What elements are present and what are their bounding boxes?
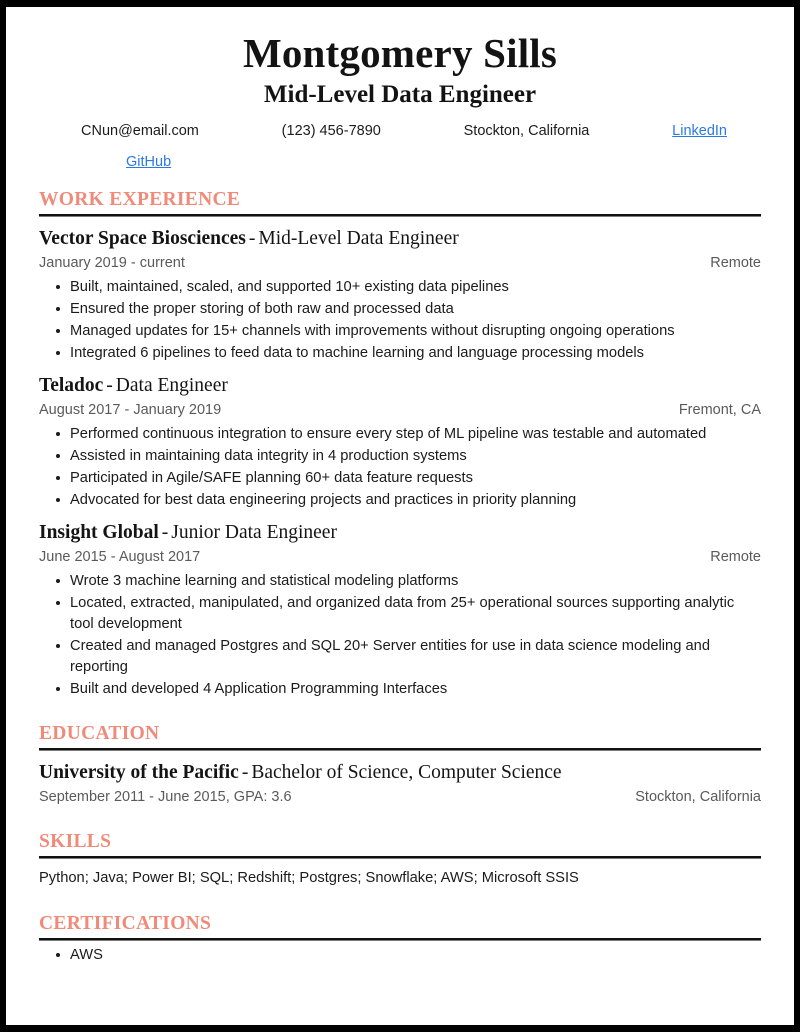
- bullet-item: Performed continuous integration to ensure every step of ML pipeline was testable and automated: [39, 424, 761, 445]
- section-divider-certifications: [39, 938, 761, 941]
- work-entry-meta: [39, 547, 761, 567]
- section-work-experience: [39, 188, 761, 700]
- resume-header: [39, 29, 761, 172]
- bullet-item: Participated in Agile/SAFE planning 60+ data feature requests: [39, 468, 761, 489]
- work-entry-separator: -: [248, 228, 256, 249]
- bullet-item: Wrote 3 machine learning and statistical modeling platforms: [39, 571, 761, 592]
- education-entry-dates: September 2011 - June 2015, GPA: 3.6: [39, 789, 292, 805]
- bullet-item: Located, extracted, manipulated, and organized data from 25+ operational sources supporting analytic tool development: [39, 593, 761, 635]
- work-entry: [39, 520, 761, 700]
- work-entry-meta: [39, 253, 761, 273]
- work-entry-dates: January 2019 - current: [39, 255, 185, 271]
- resume-page: [6, 7, 794, 1025]
- bullet-item: Managed updates for 15+ channels with improvements without disrupting ongoing operations: [39, 321, 761, 342]
- bullet-item: Built and developed 4 Application Programming Interfaces: [39, 679, 761, 700]
- work-entry: [39, 226, 761, 364]
- education-entry-school: University of the Pacific: [39, 762, 239, 783]
- work-entry-organization: Vector Space Biosciences: [39, 228, 246, 249]
- contact-github-link[interactable]: GitHub: [126, 154, 172, 170]
- section-divider-education: [39, 748, 761, 751]
- work-entry-bullets: [39, 571, 761, 700]
- bullet-item: Integrated 6 pipelines to feed data to machine learning and language processing models: [39, 343, 761, 364]
- work-entry-separator: -: [161, 522, 169, 543]
- section-divider-work: [39, 214, 761, 217]
- work-entry-separator: -: [106, 375, 113, 396]
- section-education: [39, 722, 761, 807]
- bullet-item: Advocated for best data engineering projects and practices in priority planning: [39, 490, 761, 511]
- education-entry-degree: Bachelor of Science, Computer Science: [251, 762, 562, 783]
- bullet-item: Built, maintained, scaled, and supported 10+ existing data pipelines: [39, 277, 761, 298]
- work-entry-role: Data Engineer: [115, 375, 228, 396]
- work-entry-role: Mid-Level Data Engineer: [258, 228, 459, 249]
- work-entry-dates: August 2017 - January 2019: [39, 402, 222, 418]
- work-entry-heading: [39, 520, 761, 545]
- work-entry-meta: [39, 400, 761, 420]
- work-entry-organization: Teladoc: [39, 375, 104, 396]
- candidate-headline: Mid-Level Data Engineer: [263, 81, 537, 108]
- section-certifications: [39, 912, 761, 966]
- section-divider-skills: [39, 856, 761, 859]
- work-entry-role: Junior Data Engineer: [171, 522, 337, 543]
- bullet-item: Created and managed Postgres and SQL 20+ Server entities for use in data science modeling and reporting: [39, 636, 761, 678]
- resume-content: [6, 7, 794, 966]
- section-skills: [39, 830, 761, 889]
- bullet-item: Ensured the proper storing of both raw and processed data: [39, 299, 761, 320]
- education-entry-separator: -: [241, 762, 249, 783]
- education-entry-location: Stockton, California: [635, 789, 761, 805]
- contact-linkedin-link[interactable]: LinkedIn: [672, 123, 727, 139]
- certifications-list: [39, 945, 761, 966]
- work-entry-location: Remote: [710, 549, 761, 565]
- section-title-work: WORK EXPERIENCE: [39, 189, 241, 210]
- work-entry-dates: June 2015 - August 2017: [39, 549, 201, 565]
- bullet-item: AWS: [39, 945, 761, 966]
- candidate-name: Montgomery Sills: [242, 30, 558, 76]
- work-entry: [39, 373, 761, 511]
- section-title-education: EDUCATION: [39, 723, 160, 744]
- contact-phone: (123) 456-7890: [281, 123, 381, 139]
- contact-row: [39, 122, 761, 172]
- education-entry-heading: [39, 760, 761, 785]
- work-entry-bullets: [39, 277, 761, 364]
- bullet-item: Assisted in maintaining data integrity in 4 production systems: [39, 446, 761, 467]
- work-entry-organization: Insight Global: [39, 522, 159, 543]
- education-entry: [39, 760, 761, 807]
- contact-email: CNun@email.com: [81, 123, 199, 139]
- work-entry-heading: [39, 226, 761, 251]
- education-entry-meta: [39, 787, 761, 807]
- work-entry-location: Remote: [710, 255, 761, 271]
- section-title-certifications: CERTIFICATIONS: [39, 913, 212, 934]
- work-entry-bullets: [39, 424, 761, 511]
- work-entry-location: Fremont, CA: [678, 402, 761, 418]
- contact-location: Stockton, California: [463, 123, 590, 139]
- skills-list: Python; Java; Power BI; SQL; Redshift; Postgres; Snowflake; AWS; Microsoft SSIS: [39, 870, 579, 886]
- section-title-skills: SKILLS: [39, 831, 112, 852]
- work-entry-heading: [39, 373, 761, 398]
